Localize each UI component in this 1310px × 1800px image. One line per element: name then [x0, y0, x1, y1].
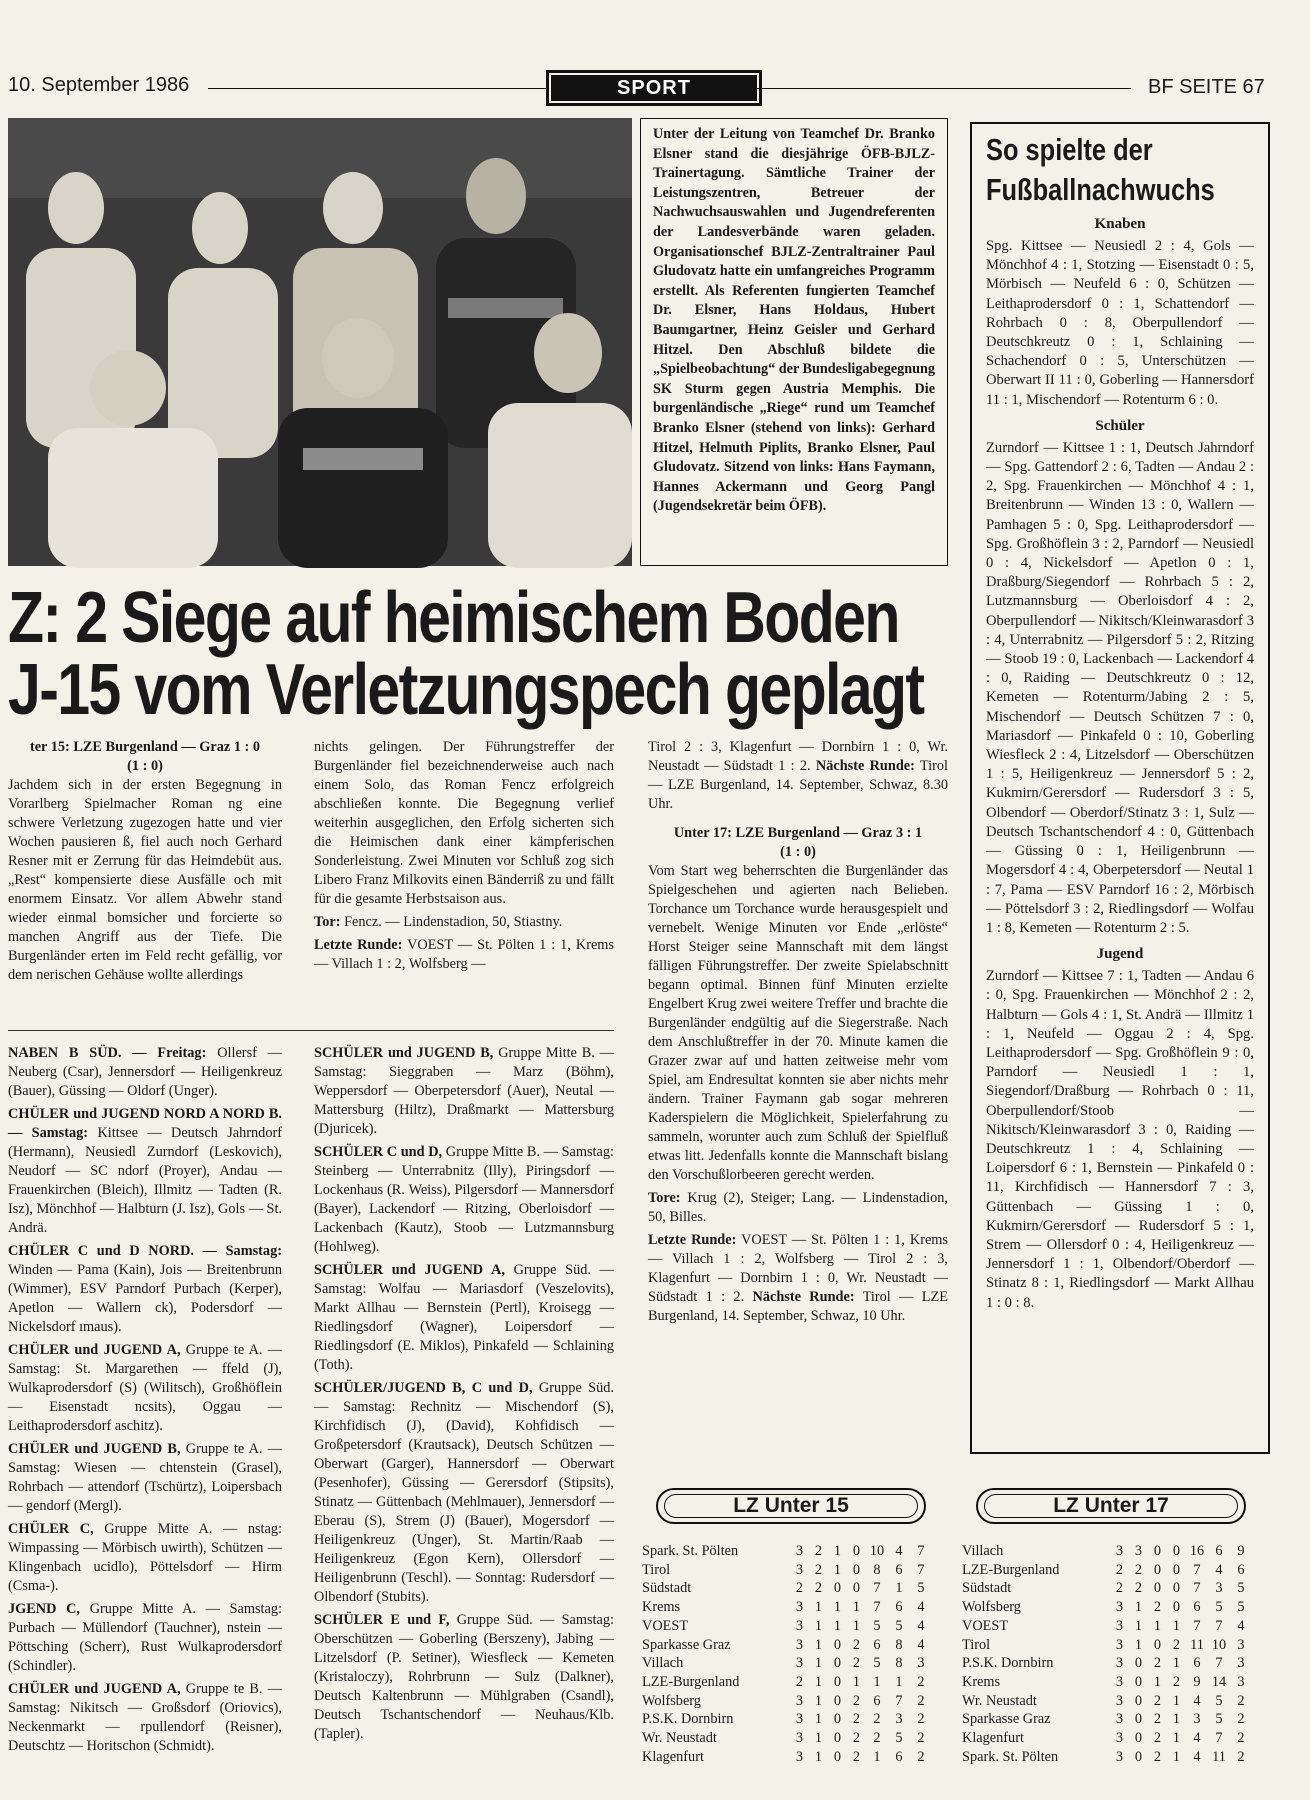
team-name: Krems — [642, 1599, 681, 1616]
table-cell: 0 — [852, 1543, 861, 1559]
table-cell: 1 — [873, 1673, 881, 1690]
u17-next-round: Tirol — LZE Burgenland, 14. September, Schwaz, 10 Uhr. — [648, 1289, 948, 1324]
team-name: VOEST — [962, 1617, 1009, 1634]
table-row — [962, 1636, 1252, 1655]
table-cell: 8 — [873, 1561, 881, 1578]
table-cell: 0 — [1134, 1655, 1143, 1672]
header-rule-right — [756, 88, 1131, 89]
table-cell: 0 — [833, 1580, 842, 1597]
table-cell: 6 — [895, 1748, 903, 1765]
fixture-item: CHÜLER und JUGEND A, Gruppe te A. — Samstag: St. Margarethen — ffeld (J), Wulkaprodersdorf (S) (Wilitsch), Großhöflein — Eisenstadt ncsits), Oggau — Leithaprodersdorf aschitz). — [8, 1342, 282, 1434]
table-cell: 0 — [1153, 1580, 1162, 1597]
table-cell: 0 — [852, 1561, 861, 1578]
table-row — [962, 1710, 1252, 1729]
table-cell: 7 — [1193, 1580, 1201, 1597]
table-row — [962, 1542, 1252, 1561]
team-name: Wolfsberg — [962, 1599, 1021, 1616]
table-cell: 2 — [1237, 1711, 1245, 1728]
table-cell: 1 — [1172, 1617, 1181, 1634]
table-cell: 4 — [1193, 1730, 1201, 1747]
table-cell: 2 — [1115, 1580, 1124, 1597]
table-cell: 4 — [917, 1599, 925, 1616]
table-cell: 2 — [795, 1580, 804, 1597]
table-cell: 7 — [1193, 1617, 1201, 1634]
table-cell: 5 — [873, 1617, 881, 1634]
headline-line1: Z: 2 Siege auf heimischem Boden — [8, 578, 899, 658]
team-name: Villach — [962, 1543, 1004, 1559]
table-cell: 3 — [1237, 1655, 1245, 1672]
photo-caption: Unter der Leitung von Teamchef Dr. Branko Elsner stand die diesjährige ÖFB-BJLZ-Trainertagung. Sämtliche Trainer der Leistungszentren, Betreuer der Nachwuchsauswahlen und Jugendreferenten der Landesverbände waren geladen. Organisationschef BJLZ-Zentraltrainer Paul Gludovatz hatte ein umfangreiches Programm erstellt. Als Referenten fungierten Teamchef Dr. Elsner, Hans Holdaus, Hubert Baumgartner, Heinz Geisler und Gerhard Hitzel. Den Abschluß bildete die „Spielbeobachtung“ der Bundesligabegegnung SK Sturm gegen Austria Memphis. Die burgenländische „Riege“ rund um Teamchef Branko Elsner (stehend von links): Gerhard Hitzel, Helmuth Piplits, Branko Elsner, Paul Gludovatz. Sitzend von links: Hans Faymann, Hannes Ackermann und Georg Pangl (Jugendsekretär beim ÖFB). — [640, 118, 948, 566]
table-cell: 0 — [833, 1730, 842, 1747]
table-cell: 6 — [1193, 1655, 1201, 1672]
table-cell: 3 — [1115, 1730, 1124, 1747]
table-cell: 0 — [1153, 1561, 1162, 1578]
table-cell: 0 — [833, 1748, 842, 1765]
table-cell: 2 — [1153, 1692, 1162, 1709]
table-cell: 7 — [873, 1599, 881, 1616]
fixtures-col-1 — [8, 1044, 283, 1754]
table-row — [642, 1673, 932, 1692]
issue-date: 10. September 1986 — [8, 74, 190, 96]
u15-report-cont: nichts gelingen. Der Führungstreffer der Burgenländer fiel bezeichnenderweise auch nach einem Solo, das Roman Fencz erfolgreich abschließen konnte. Die Begegnung verlief weiterhin ausgeglichen, den Erfolg sicherten sich die Heimischen dank einer kämpferischen Sonderleistung. Zwei Minuten vor Schluß zog sich Libero Franz Milkovits einen Bänderriß zu und fällt für die gesamte Herbstsaison aus. — [314, 739, 614, 907]
table-cell: 4 — [917, 1617, 925, 1634]
table-cell: 1 — [814, 1673, 823, 1690]
table-cell: 3 — [1115, 1711, 1124, 1728]
table-cell: 3 — [1115, 1692, 1124, 1709]
table-cell: 2 — [814, 1580, 823, 1597]
table-cell: 3 — [795, 1636, 804, 1653]
team-name: Sparkasse Graz — [642, 1636, 731, 1653]
table-cell: 2 — [917, 1673, 925, 1690]
table-cell: 5 — [1215, 1692, 1223, 1709]
table-cell: 2 — [852, 1711, 861, 1728]
team-name: Klagenfurt — [962, 1730, 1024, 1747]
table-cell: 0 — [1172, 1580, 1181, 1597]
team-name: Südstadt — [962, 1580, 1012, 1597]
table-row — [962, 1729, 1252, 1748]
fixture-item: CHÜLER und JUGEND NORD A NORD B. — Samstag: Kittsee — Deutsch Jahrndorf (Hermann), Neusiedl Zurndorf (Leskovich), Neudorf — SC ndorf (Proyer), Andau — Frauenkirchen (Bleich), Illmitz — Tadten (R. Isz), Mönchhof — Halbturn (J. Isz), Gols — St. Andrä. — [8, 1106, 283, 1236]
table-row — [962, 1673, 1252, 1692]
table-cell: 3 — [1115, 1599, 1124, 1616]
table-cell: 0 — [833, 1711, 842, 1728]
knaben-heading: Knaben — [1094, 216, 1146, 232]
team-name: Tirol — [962, 1636, 991, 1653]
table-cell: 3 — [917, 1655, 925, 1672]
team-photo-image — [8, 118, 632, 566]
table-cell: 4 — [1237, 1617, 1245, 1634]
table-cell: 1 — [814, 1692, 823, 1709]
u15-halftime: (1 : 0) — [127, 758, 163, 774]
table-cell: 2 — [852, 1636, 861, 1653]
table-row — [642, 1692, 932, 1711]
fixture-item: CHÜLER C und D NORD. — Samstag: Winden — Pama (Kain), Jois — Breitenbrunn (Wimmer), ESV Parndorf Purbach (Kerper), Apetlon — Wallern ck), Podersdorf — Nickelsdorf ımaus). — [8, 1243, 282, 1335]
table-cell: 5 — [1237, 1599, 1245, 1616]
team-name: P.S.K. Dornbirn — [962, 1655, 1054, 1672]
table-cell: 1 — [852, 1599, 861, 1616]
table-row — [642, 1636, 932, 1655]
fixture-item: NABEN B SÜD. — Freitag: Ollersf — Neuberg (Csar), Jennersdorf — Heiligenkreuz (Bauer), Güssing — Oldorf (Unger). — [8, 1045, 283, 1099]
table-cell: 1 — [833, 1561, 842, 1578]
table-cell: 1 — [833, 1617, 842, 1634]
table-cell: 1 — [873, 1748, 881, 1765]
table-row — [642, 1748, 932, 1767]
table-cell: 3 — [1115, 1636, 1124, 1653]
table-cell: 5 — [917, 1580, 925, 1597]
table-row — [962, 1617, 1252, 1636]
article-col-2 — [314, 738, 614, 1020]
u15-report: Jachdem sich in der ersten Begegnung in Vorarlberg Spielmacher Roman ng eine schwere Verletzung zugezogen hatte und vier Wochen pausieren ß, fiel auch noch Gerhard Resner mit er Zerrung für das Heimdebüt aus. „Rest“ kompensierte diese Ausfälle och mit enormem Einsatz. Vor allem Abwehr stand wieder einmal bomsicher und forcierte so manchen Angriff aus der Tiefe. Die Burgenländer erten im Feld recht gefällig, vor dem nerischen Gehäuse wollte allerdings — [8, 777, 282, 983]
table-cell: 3 — [795, 1599, 804, 1616]
table-row — [642, 1598, 932, 1617]
results-sidebar — [970, 122, 1270, 1454]
table-cell: 2 — [852, 1655, 861, 1672]
table-cell: 5 — [873, 1655, 881, 1672]
table-cell: 8 — [895, 1655, 903, 1672]
schueler-heading: Schüler — [1095, 417, 1145, 434]
table-cell: 9 — [1237, 1543, 1245, 1559]
table-cell: 1 — [833, 1543, 842, 1559]
table-cell: 1 — [1172, 1692, 1181, 1709]
table-row — [962, 1748, 1252, 1767]
u17-halftime: (1 : 0) — [780, 844, 816, 860]
article-col-1 — [8, 738, 282, 1020]
table-cell: 3 — [1115, 1617, 1124, 1634]
table-cell: 1 — [833, 1599, 842, 1616]
team-name: Sparkasse Graz — [962, 1711, 1051, 1728]
table-cell: 2 — [873, 1711, 881, 1728]
table-row — [642, 1561, 932, 1580]
table-cell: 2 — [917, 1748, 925, 1765]
table-cell: 1 — [852, 1617, 861, 1634]
u17-last-round: VOEST — St. Pölten 1 : 1, Krems — Villach 1 : 2, Wolfsberg — Tirol 2 : 3, Klagenfurt — Dornbirn 1 : 0, Wr. Neustadt — Südstadt 1 : 2. — [648, 1232, 948, 1305]
table-cell: 10 — [1211, 1636, 1227, 1653]
table-cell: 1 — [1134, 1599, 1143, 1616]
table-cell: 1 — [814, 1748, 823, 1765]
u15-goals: Fencz. — Lindenstadion, 50, Stiastny. — [344, 914, 563, 930]
table-cell: 6 — [895, 1599, 903, 1616]
table-cell: 4 — [895, 1543, 903, 1559]
team-name: Spark. St. Pölten — [962, 1748, 1059, 1765]
table-cell: 1 — [814, 1636, 823, 1653]
table-cell: 0 — [833, 1636, 842, 1653]
u17-next-round-label: Nächste Runde: — [752, 1289, 855, 1305]
table-cell: 4 — [917, 1636, 925, 1653]
fixture-item: SCHÜLER und JUGEND A, Gruppe Süd. — Samstag: Wolfau — Mariasdorf (Veszelovits), Markt Allhau — Bernstein (Pertl), Kroisegg — Riedlingsdorf (Wagner), Loipersdorf — Riedlingsdorf (E. Miklos), Pinkafeld — Schlaining (Toth). — [314, 1262, 614, 1373]
table-cell: 2 — [795, 1673, 804, 1690]
table-cell: 0 — [1153, 1543, 1162, 1559]
table-cell: 6 — [873, 1636, 881, 1653]
table-cell: 3 — [795, 1655, 804, 1672]
fixture-item: CHÜLER und JUGEND B, Gruppe te A. — Samstag: Wiesen — chtenstein (Grasel), Rohrbach — attendorf (Tschürtz), Loipersbach — gendorf (Mergl). — [8, 1441, 282, 1514]
table-cell: 0 — [1172, 1543, 1181, 1559]
table-cell: 0 — [1134, 1730, 1143, 1747]
article-headline — [8, 578, 924, 730]
table-cell: 3 — [1115, 1543, 1124, 1559]
team-name: Klagenfurt — [642, 1748, 704, 1765]
table-cell: 3 — [1115, 1655, 1124, 1672]
table-cell: 0 — [1134, 1748, 1143, 1765]
table-cell: 3 — [1237, 1636, 1245, 1653]
table-cell: 6 — [1193, 1599, 1201, 1616]
u17-goals-label: Tore: — [648, 1190, 681, 1206]
table-cell: 2 — [917, 1711, 925, 1728]
table-cell: 5 — [1215, 1711, 1223, 1728]
table-row — [962, 1579, 1252, 1598]
table-cell: 3 — [795, 1711, 804, 1728]
table-cell: 7 — [917, 1561, 925, 1578]
table-cell: 2 — [814, 1543, 823, 1559]
table-cell: 3 — [1115, 1673, 1124, 1690]
team-name: Wolfsberg — [642, 1692, 701, 1709]
table-cell: 0 — [833, 1655, 842, 1672]
u17-goals: Krug (2), Steiger; Lang. — Lindenstadion, 50, Billes. — [648, 1190, 948, 1225]
sidebar-title-line1: So spielte der — [986, 132, 1153, 167]
u17-standings-table — [962, 1542, 1252, 1766]
header-rule-left — [208, 88, 546, 89]
table-cell: 1 — [814, 1617, 823, 1634]
table-cell: 2 — [852, 1692, 861, 1709]
table-cell: 6 — [873, 1692, 881, 1709]
team-name: Tirol — [642, 1561, 671, 1578]
table-cell: 2 — [1237, 1748, 1245, 1765]
table-cell: 7 — [1215, 1655, 1223, 1672]
table-cell: 5 — [1215, 1599, 1223, 1616]
table-cell: 3 — [1134, 1543, 1143, 1559]
fixture-item: SCHÜLER und JUGEND B, Gruppe Mitte B. — Samstag: Sieggraben — Marz (Böhm), Weppersdorf — Oberpetersdorf (Auer), Neutal — Mattersburg (Hiltz), Draßmarkt — Mattersburg (Djuricek). — [314, 1045, 614, 1137]
team-name: Wr. Neustadt — [642, 1730, 717, 1747]
table-cell: 2 — [1153, 1599, 1162, 1616]
table-cell: 4 — [1193, 1748, 1201, 1765]
table-cell: 2 — [917, 1730, 925, 1747]
table-cell: 2 — [1237, 1692, 1245, 1709]
team-name: Spark. St. Pölten — [642, 1543, 739, 1559]
fixtures-col-2 — [314, 1044, 614, 1744]
table-cell: 2 — [1153, 1730, 1162, 1747]
u15-goals-label: Tor: — [314, 914, 341, 930]
table-cell: 5 — [895, 1617, 903, 1634]
table-cell: 1 — [1172, 1730, 1181, 1747]
team-name: Villach — [642, 1655, 684, 1672]
table-cell: 8 — [895, 1636, 903, 1653]
table-cell: 1 — [814, 1711, 823, 1728]
table-cell: 3 — [795, 1543, 804, 1559]
table-cell: 2 — [1153, 1711, 1162, 1728]
fixture-item: CHÜLER C, Gruppe Mitte A. — nstag: Wimpassing — Mörbisch uwirth), Schützen — Klingenbach ucidlo), Pöttelsdorf — Hirm (Csma-). — [8, 1521, 282, 1594]
fixtures-divider — [8, 1030, 614, 1031]
table-cell: 4 — [1215, 1561, 1223, 1578]
table-cell: 0 — [833, 1673, 842, 1690]
team-name: LZE-Burgenland — [642, 1673, 740, 1690]
u15-last-round-label: Letzte Runde: — [314, 937, 403, 953]
fixture-item: CHÜLER und JUGEND A, Gruppe te B. — Samstag: Nikitsch — Großsdorf (Oriovics), Neckenmarkt — rpullendorf (Reisner), Deutschtz — Horitschon (Schmidt). — [8, 1681, 282, 1754]
table-cell: 1 — [852, 1673, 861, 1690]
table-cell: 2 — [814, 1561, 823, 1578]
table-cell: 2 — [1134, 1561, 1143, 1578]
u15-last-round: VOEST — St. Pölten 1 : 1, Krems — Villach 1 : 2, Wolfsberg — — [314, 937, 614, 972]
u15-last-round-cont: Tirol 2 : 3, Klagenfurt — Dornbirn 1 : 0, Wr. Neustadt — Südstadt 1 : 2. Nächste Runde: Tirol — LZE Burgenland, 14. September, Schwaz, 8.30 Uhr. — [648, 739, 948, 812]
table-cell: 1 — [895, 1673, 903, 1690]
team-name: Südstadt — [642, 1580, 692, 1597]
table-cell: 0 — [833, 1692, 842, 1709]
table-cell: 3 — [1193, 1711, 1201, 1728]
table-cell: 6 — [1237, 1561, 1245, 1578]
u17-last-round-label: Letzte Runde: — [648, 1232, 737, 1248]
table-cell: 6 — [1215, 1543, 1223, 1559]
table-cell: 2 — [1134, 1580, 1143, 1597]
team-name: Krems — [962, 1673, 1001, 1690]
table-cell: 1 — [1172, 1655, 1181, 1672]
table-cell: 2 — [1172, 1636, 1181, 1653]
table-row — [642, 1654, 932, 1673]
team-name: P.S.K. Dornbirn — [642, 1711, 734, 1728]
headline-line2: J-15 vom Verletzungspech geplagt — [8, 650, 924, 730]
table-cell: 0 — [1134, 1692, 1143, 1709]
table-row — [642, 1617, 932, 1636]
table-cell: 0 — [852, 1580, 861, 1597]
table-cell: 1 — [1153, 1673, 1162, 1690]
table-cell: 2 — [1172, 1673, 1181, 1690]
table-cell: 4 — [1193, 1692, 1201, 1709]
sidebar-title-line2: Fußballnachwuchs — [986, 172, 1215, 207]
jugend-heading: Jugend — [1096, 946, 1144, 963]
u15-table-title: LZ Unter 15 — [656, 1488, 926, 1524]
table-cell: 1 — [1134, 1617, 1143, 1634]
table-row — [642, 1579, 932, 1598]
table-cell: 1 — [1172, 1748, 1181, 1765]
table-row — [642, 1710, 932, 1729]
team-name: VOEST — [642, 1617, 689, 1634]
table-cell: 0 — [1134, 1673, 1143, 1690]
table-cell: 1 — [814, 1599, 823, 1616]
u15-match-heading: ter 15: LZE Burgenland — Graz 1 : 0 — [29, 739, 261, 755]
table-cell: 7 — [895, 1692, 903, 1709]
table-cell: 3 — [795, 1561, 804, 1578]
table-cell: 3 — [795, 1748, 804, 1765]
fixture-item: SCHÜLER/JUGEND B, C und D, Gruppe Süd. — Samstag: Rechnitz — Mischendorf (S), Kirchfidisch (J), (David), Kohfidisch — Großpetersdorf (Krautsack), Deutsch Schützen — Oberwart (Garger), Hannersdorf — Oberwart (Pesenhofer), Güssing — Gerersdorf (Stipsits), Stinatz — Güttenbach (Mehlmauer), Jennersdorf — Eberau (S), Strem (J) (Bauer), Mogersdorf — Heiligenkreuz (Unger), St. Martin/Raab — Heiligenkreuz (Egon Kern), Ollersdorf — Heiligenbrunn (Teschl). — Sonntag: Rudersdorf — Olbendorf (Stubits). — [314, 1380, 614, 1605]
table-cell: 16 — [1189, 1543, 1205, 1559]
table-cell: 9 — [1193, 1673, 1201, 1690]
table-row — [962, 1692, 1252, 1711]
table-row — [962, 1654, 1252, 1673]
table-cell: 3 — [795, 1730, 804, 1747]
table-cell: 5 — [895, 1730, 903, 1747]
table-cell: 6 — [895, 1561, 903, 1578]
table-cell: 3 — [795, 1617, 804, 1634]
table-cell: 5 — [1237, 1580, 1245, 1597]
table-cell: 7 — [1193, 1561, 1201, 1578]
fixture-item: SCHÜLER E und F, Gruppe Süd. — Samstag: Oberschützen — Goberling (Berszeny), Jabing — Litzelsdorf (P. Setiner), Wiesfleck — Kemeten (Kristaloczy), Rohrbrunn — Sulz (Dalkner), Deutsch Kaltenbrunn — Mühlgraben (Csandl), Deutsch Tschantschendorf — Neuhaus/Klb. (Tapler). — [314, 1612, 614, 1742]
table-cell: 1 — [814, 1730, 823, 1747]
table-cell: 3 — [1237, 1673, 1245, 1690]
table-cell: 7 — [917, 1543, 925, 1559]
table-row — [642, 1729, 932, 1748]
table-cell: 1 — [895, 1580, 903, 1597]
table-cell: 2 — [1237, 1730, 1245, 1747]
table-cell: 11 — [1190, 1636, 1204, 1653]
table-cell: 2 — [852, 1748, 861, 1765]
fixture-item: SCHÜLER C und D, Gruppe Mitte B. — Samstag: Steinberg — Unterrabnitz (Illy), Piringsdorf — Lockenhaus (R. Weiss), Pilgersdorf — Mannersdorf (Bayer), Lackendorf — Ritzing, Oberloisdorf — Lackenbach (Kautz), Stoob — Lutzmannsburg (Hohlweg). — [314, 1144, 614, 1255]
table-row — [962, 1598, 1252, 1617]
table-cell: 1 — [1134, 1636, 1143, 1653]
table-row — [962, 1561, 1252, 1580]
table-cell: 10 — [869, 1543, 885, 1559]
table-cell: 1 — [1172, 1711, 1181, 1728]
table-row — [642, 1542, 932, 1561]
table-cell: 7 — [873, 1580, 881, 1597]
table-cell: 14 — [1211, 1673, 1227, 1690]
table-cell: 0 — [1153, 1636, 1162, 1653]
fixture-item: JGEND C, Gruppe Mitte A. — Samstag: Purbach — Müllendorf (Tauchner), nstein — Pöttsching (Scherr), Rust Wulkaprodersdorf (Schindler). — [8, 1601, 282, 1674]
table-cell: 2 — [1153, 1655, 1162, 1672]
table-cell: 3 — [1115, 1748, 1124, 1765]
team-photo — [8, 118, 632, 566]
table-cell: 3 — [795, 1692, 804, 1709]
page-header — [8, 70, 1278, 104]
table-cell: 2 — [1115, 1561, 1124, 1578]
jugend-results: Zurndorf — Kittsee 7 : 1, Tadten — Andau 6 : 0, Spg. Frauenkirchen — Mönchhof 2 : 2, Halbturn — Gols 4 : 1, St. Andrä — Illmitz 1 : 1, Neufeld — Oggau 2 : 4, Spg. Leithaprodersdorf — Spg. Großhöflein 9 : 0, Parndorf — Neusiedl 1 : 1, Siegendorf/Draßburg — Rohrbach 0 : 11, Oberpullendorf/Stoob — Nikitsch/Kleinwarasdorf 3 : 0, Raiding — Deutschkreutz 1 : 4, Schlaining — Loipersdorf 6 : 1, Bernstein — Pinkafeld 0 : 11, Kirchfidisch — Hannersdorf 7 : 3, Güttenbach — Güssing 1 : 0, Kukmirn/Gerersdorf — Rudersdorf 5 : 1, Strem — Ollersdorf 0 : 4, Heiligenkreuz — Jennersdorf 1 : 1, Olbendorf/Oberdorf — Stinatz 8 : 1, Riedlingsdorf — Markt Allhau 1 : 0 : 8. — [986, 968, 1254, 1311]
knaben-results: Spg. Kittsee — Neusiedl 2 : 4, Gols — Mönchhof 4 : 1, Stotzing — Eisenstadt 0 : 5, Mörbisch — Neufeld 6 : 0, Schützen — Leithaprodersdorf 0 : 1, Schattendorf — Rohrbach 0 : 8, Oberpullendorf — Deutschkreutz 0 : 1, Schlaining — Schachendorf 0 : 5, Unterschützen — Oberwart II 11 : 0, Goberling — Hannersdorf 11 : 1, Mischendorf — Rotenturm 6 : 0. — [986, 238, 1254, 408]
table-cell: 1 — [814, 1655, 823, 1672]
u17-table-title: LZ Unter 17 — [976, 1488, 1246, 1524]
schueler-results: Zurndorf — Kittsee 1 : 1, Deutsch Jahrndorf — Spg. Gattendorf 2 : 6, Tadten — Andau 2 : 2, Spg. Frauenkirchen — Mönchhof 4 : 1, Breitenbrunn — Winden 13 : 0, Wallern — Pamhagen 5 : 0, Spg. Leithaprodersdorf — Spg. Großhöflein 3 : 2, Parndorf — Neusiedl 0 : 4, Nickelsdorf — Apetlon 0 : 1, Draßburg/Siegendorf — Rohrbach 5 : 2, Lutzmannsburg — Oberloisdorf 4 : 2, Oberpullendorf — Nikitsch/Kleinwarasdorf 3 : 4, Unterrabnitz — Pilgersdorf 5 : 2, Ritzing — Stoob 19 : 0, Lackenbach — Lackendorf 4 : 0, Raiding — Deutschkreutz 0 : 12, Kemeten — Rotenturm/Jabing 2 : 5, Mischendorf — Deutsch Schützen 7 : 0, Mariasdorf — Pinkafeld 0 : 10, Goberling Wiesfleck 2 : 4, Litzelsdorf — Oberschützen 1 : 5, Heiligenkreuz — Jennersdorf 5 : 2, Kukmirn/Gerersdorf — Rudersdorf 3 : 5, Olbendorf — Oberdorf/Stinatz 3 : 1, Sulz — Deutsch Tschantschendorf 4 : 0, Güttenbach — Güssing 0 : 1, Heiligenbrunn — Mogersdorf 4 : 4, Oberpetersdorf — Neutal 1 : 7, Pama — ESV Parndorf 16 : 2, Mörbisch — Pöttelsdorf 3 : 2, Riedlingsdorf — Wolfau 1 : 8, Kemeten — Rotenturm 2 : 5. — [986, 439, 1254, 936]
team-name: Wr. Neustadt — [962, 1692, 1037, 1709]
table-cell: 2 — [852, 1730, 861, 1747]
table-cell: 7 — [1215, 1730, 1223, 1747]
table-cell: 11 — [1212, 1748, 1226, 1765]
table-cell: 3 — [895, 1711, 903, 1728]
table-cell: 3 — [1215, 1580, 1223, 1597]
table-cell: 2 — [917, 1692, 925, 1709]
table-cell: 0 — [1172, 1561, 1181, 1578]
page-number: BF SEITE 67 — [1148, 76, 1265, 98]
table-cell: 7 — [1215, 1617, 1223, 1634]
table-cell: 0 — [1172, 1599, 1181, 1616]
u17-match-heading: Unter 17: LZE Burgenland — Graz 3 : 1 — [673, 825, 923, 841]
team-name: LZE-Burgenland — [962, 1561, 1060, 1578]
table-cell: 1 — [1153, 1617, 1162, 1634]
table-cell: 2 — [1153, 1748, 1162, 1765]
article-col-3 — [648, 738, 948, 1478]
table-cell: 0 — [1134, 1711, 1143, 1728]
u17-report: Vom Start weg beherrschten die Burgenländer das Spielgeschehen und agierten nach Belieben. Torchance um Torchance wurde herausgespielt und vernebelt. Wenige Minuten vor Ende „erlöste“ Horst Steiger seine Mannschaft mit dem längst fälligen Führungstreffer. Der zweite Spielabschnitt begann optimal. Binnen fünf Minuten erzielte Engelbert Krug zwei weitere Treffer und brachte die Burgenländer endgültig auf die Siegerstraße. Nach dem Anschlußtreffer in der 70. Minute kamen die Grazer zwar auf und hatten zeitweise mehr vom Spiel, am Endresultat konnten sie aber nichts mehr ändern. Trainer Faymann gab sogar mehreren Kaderspielern die Möglichkeit, Spielerfahrung zu sammeln, worunter auch zum Schluß der Spielfluß etwas litt. Jedenfalls konnte die Mannschaft bislang den Vorschußlorbeeren gerecht werden. — [648, 863, 948, 1183]
u15-standings-table — [642, 1542, 932, 1766]
table-cell: 2 — [873, 1730, 881, 1747]
section-label: SPORT — [546, 70, 762, 106]
